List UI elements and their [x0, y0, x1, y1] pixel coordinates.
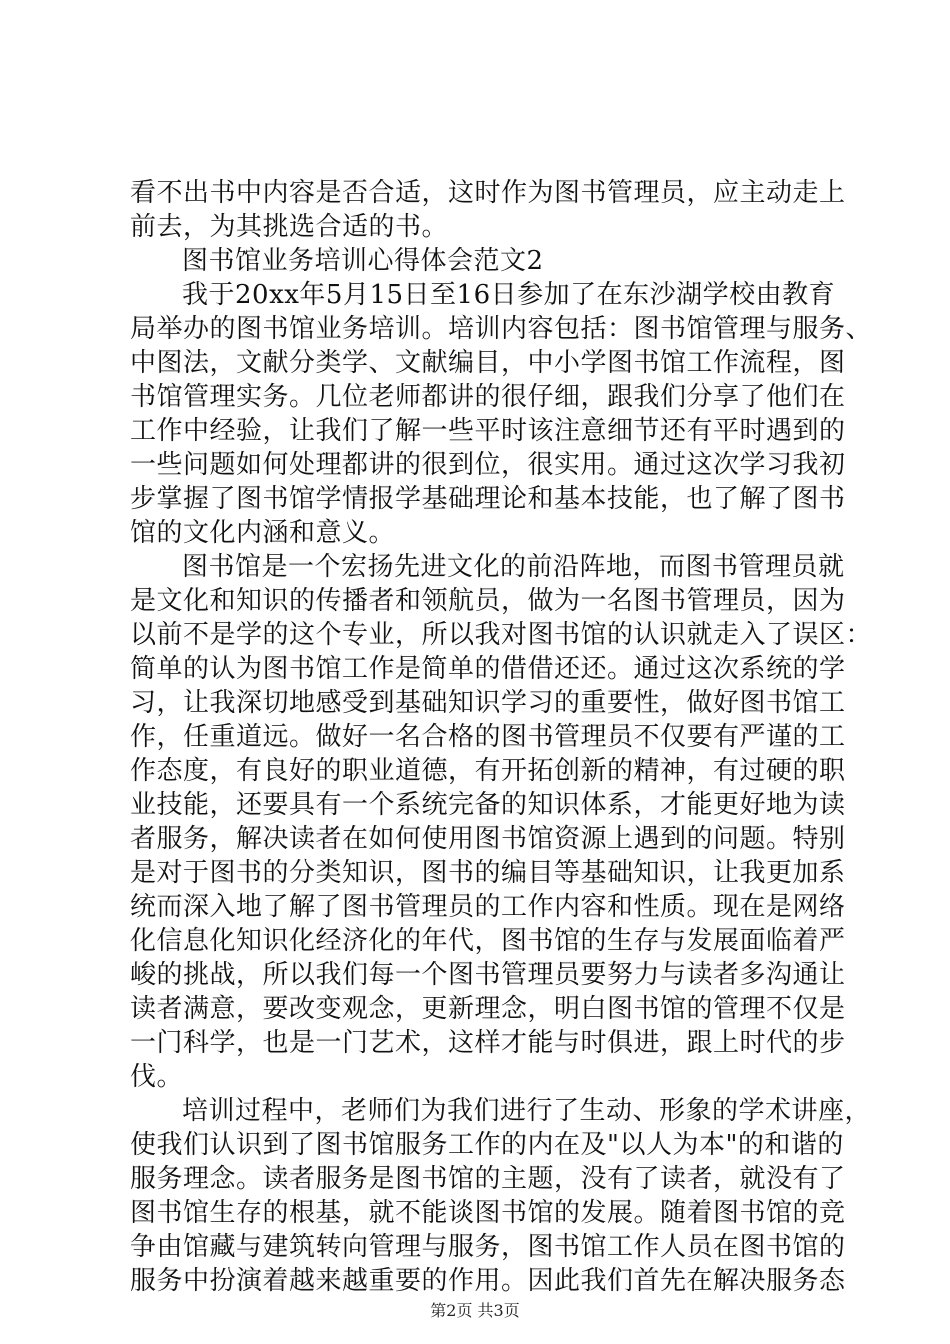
text-line: 步掌握了图书馆学情报学基础理论和基本技能，也了解了图书 — [130, 484, 846, 514]
section-heading: 图书馆业务培训心得体会范文2 — [182, 246, 544, 276]
text-line: 服务理念。读者服务是图书馆的主题，没有了读者，就没有了 — [130, 1164, 846, 1194]
text-line: 习，让我深切地感受到基础知识学习的重要性，做好图书馆工 — [130, 688, 846, 718]
text-line: 者服务，解决读者在如何使用图书馆资源上遇到的问题。特别 — [130, 824, 846, 854]
text-line: 是对于图书的分类知识，图书的编目等基础知识，让我更加系 — [130, 858, 846, 888]
text-line: 馆的文化内涵和意义。 — [130, 518, 396, 548]
text-line: 书馆管理实务。几位老师都讲的很仔细，跟我们分享了他们在 — [130, 382, 846, 412]
text-line: 作，任重道远。做好一名合格的图书管理员不仅要有严谨的工 — [130, 722, 846, 752]
text-line: 一些问题如何处理都讲的很到位，很实用。通过这次学习我初 — [130, 450, 846, 480]
text-line: 统而深入地了解了图书管理员的工作内容和性质。现在是网络 — [130, 892, 846, 922]
text-line: 前去，为其挑选合适的书。 — [130, 212, 449, 242]
paragraph-start-line: 图书馆是一个宏扬先进文化的前沿阵地，而图书管理员就 — [182, 552, 845, 582]
text-line: 是文化和知识的传播者和领航员，做为一名图书管理员，因为 — [130, 586, 846, 616]
text-line: 一门科学，也是一门艺术，这样才能与时俱进，跟上时代的步 — [130, 1028, 846, 1058]
text-line: 峻的挑战，所以我们每一个图书管理员要努力与读者多沟通让 — [130, 960, 846, 990]
text-line: 简单的认为图书馆工作是简单的借借还还。通过这次系统的学 — [130, 654, 846, 684]
text-line: 争由馆藏与建筑转向管理与服务，图书馆工作人员在图书馆的 — [130, 1232, 846, 1262]
text-line: 图书馆生存的根基，就不能谈图书馆的发展。随着图书馆的竞 — [130, 1198, 846, 1228]
text-line: 化信息化知识化经济化的年代，图书馆的生存与发展面临着严 — [130, 926, 846, 956]
text-line: 服务中扮演着越来越重要的作用。因此我们首先在解决服务态 — [130, 1266, 846, 1296]
text-line: 以前不是学的这个专业，所以我对图书馆的认识就走入了误区： — [130, 620, 873, 650]
text-line: 中图法，文献分类学、文献编目，中小学图书馆工作流程，图 — [130, 348, 846, 378]
text-line: 读者满意，要改变观念，更新理念，明白图书馆的管理不仅是 — [130, 994, 846, 1024]
text-line: 作态度，有良好的职业道德，有开拓创新的精神，有过硬的职 — [130, 756, 846, 786]
page-number-footer: 第2页 共3页 — [430, 1301, 520, 1320]
paragraph-start-line: 培训过程中，老师们为我们进行了生动、形象的学术讲座， — [182, 1096, 872, 1126]
text-line: 业技能，还要具有一个系统完备的知识体系，才能更好地为读 — [130, 790, 846, 820]
text-line: 看不出书中内容是否合适，这时作为图书管理员，应主动走上 — [130, 178, 846, 208]
text-line: 伐。 — [130, 1062, 184, 1092]
text-line: 局举办的图书馆业务培训。培训内容包括：图书馆管理与服务、 — [130, 314, 873, 344]
text-line: 使我们认识到了图书馆服务工作的内在及"以人为本"的和谐的 — [130, 1130, 844, 1160]
text-line: 工作中经验，让我们了解一些平时该注意细节还有平时遇到的 — [130, 416, 846, 446]
paragraph-start-line: 我于20xx年5月15日至16日参加了在东沙湖学校由教育 — [182, 280, 836, 310]
